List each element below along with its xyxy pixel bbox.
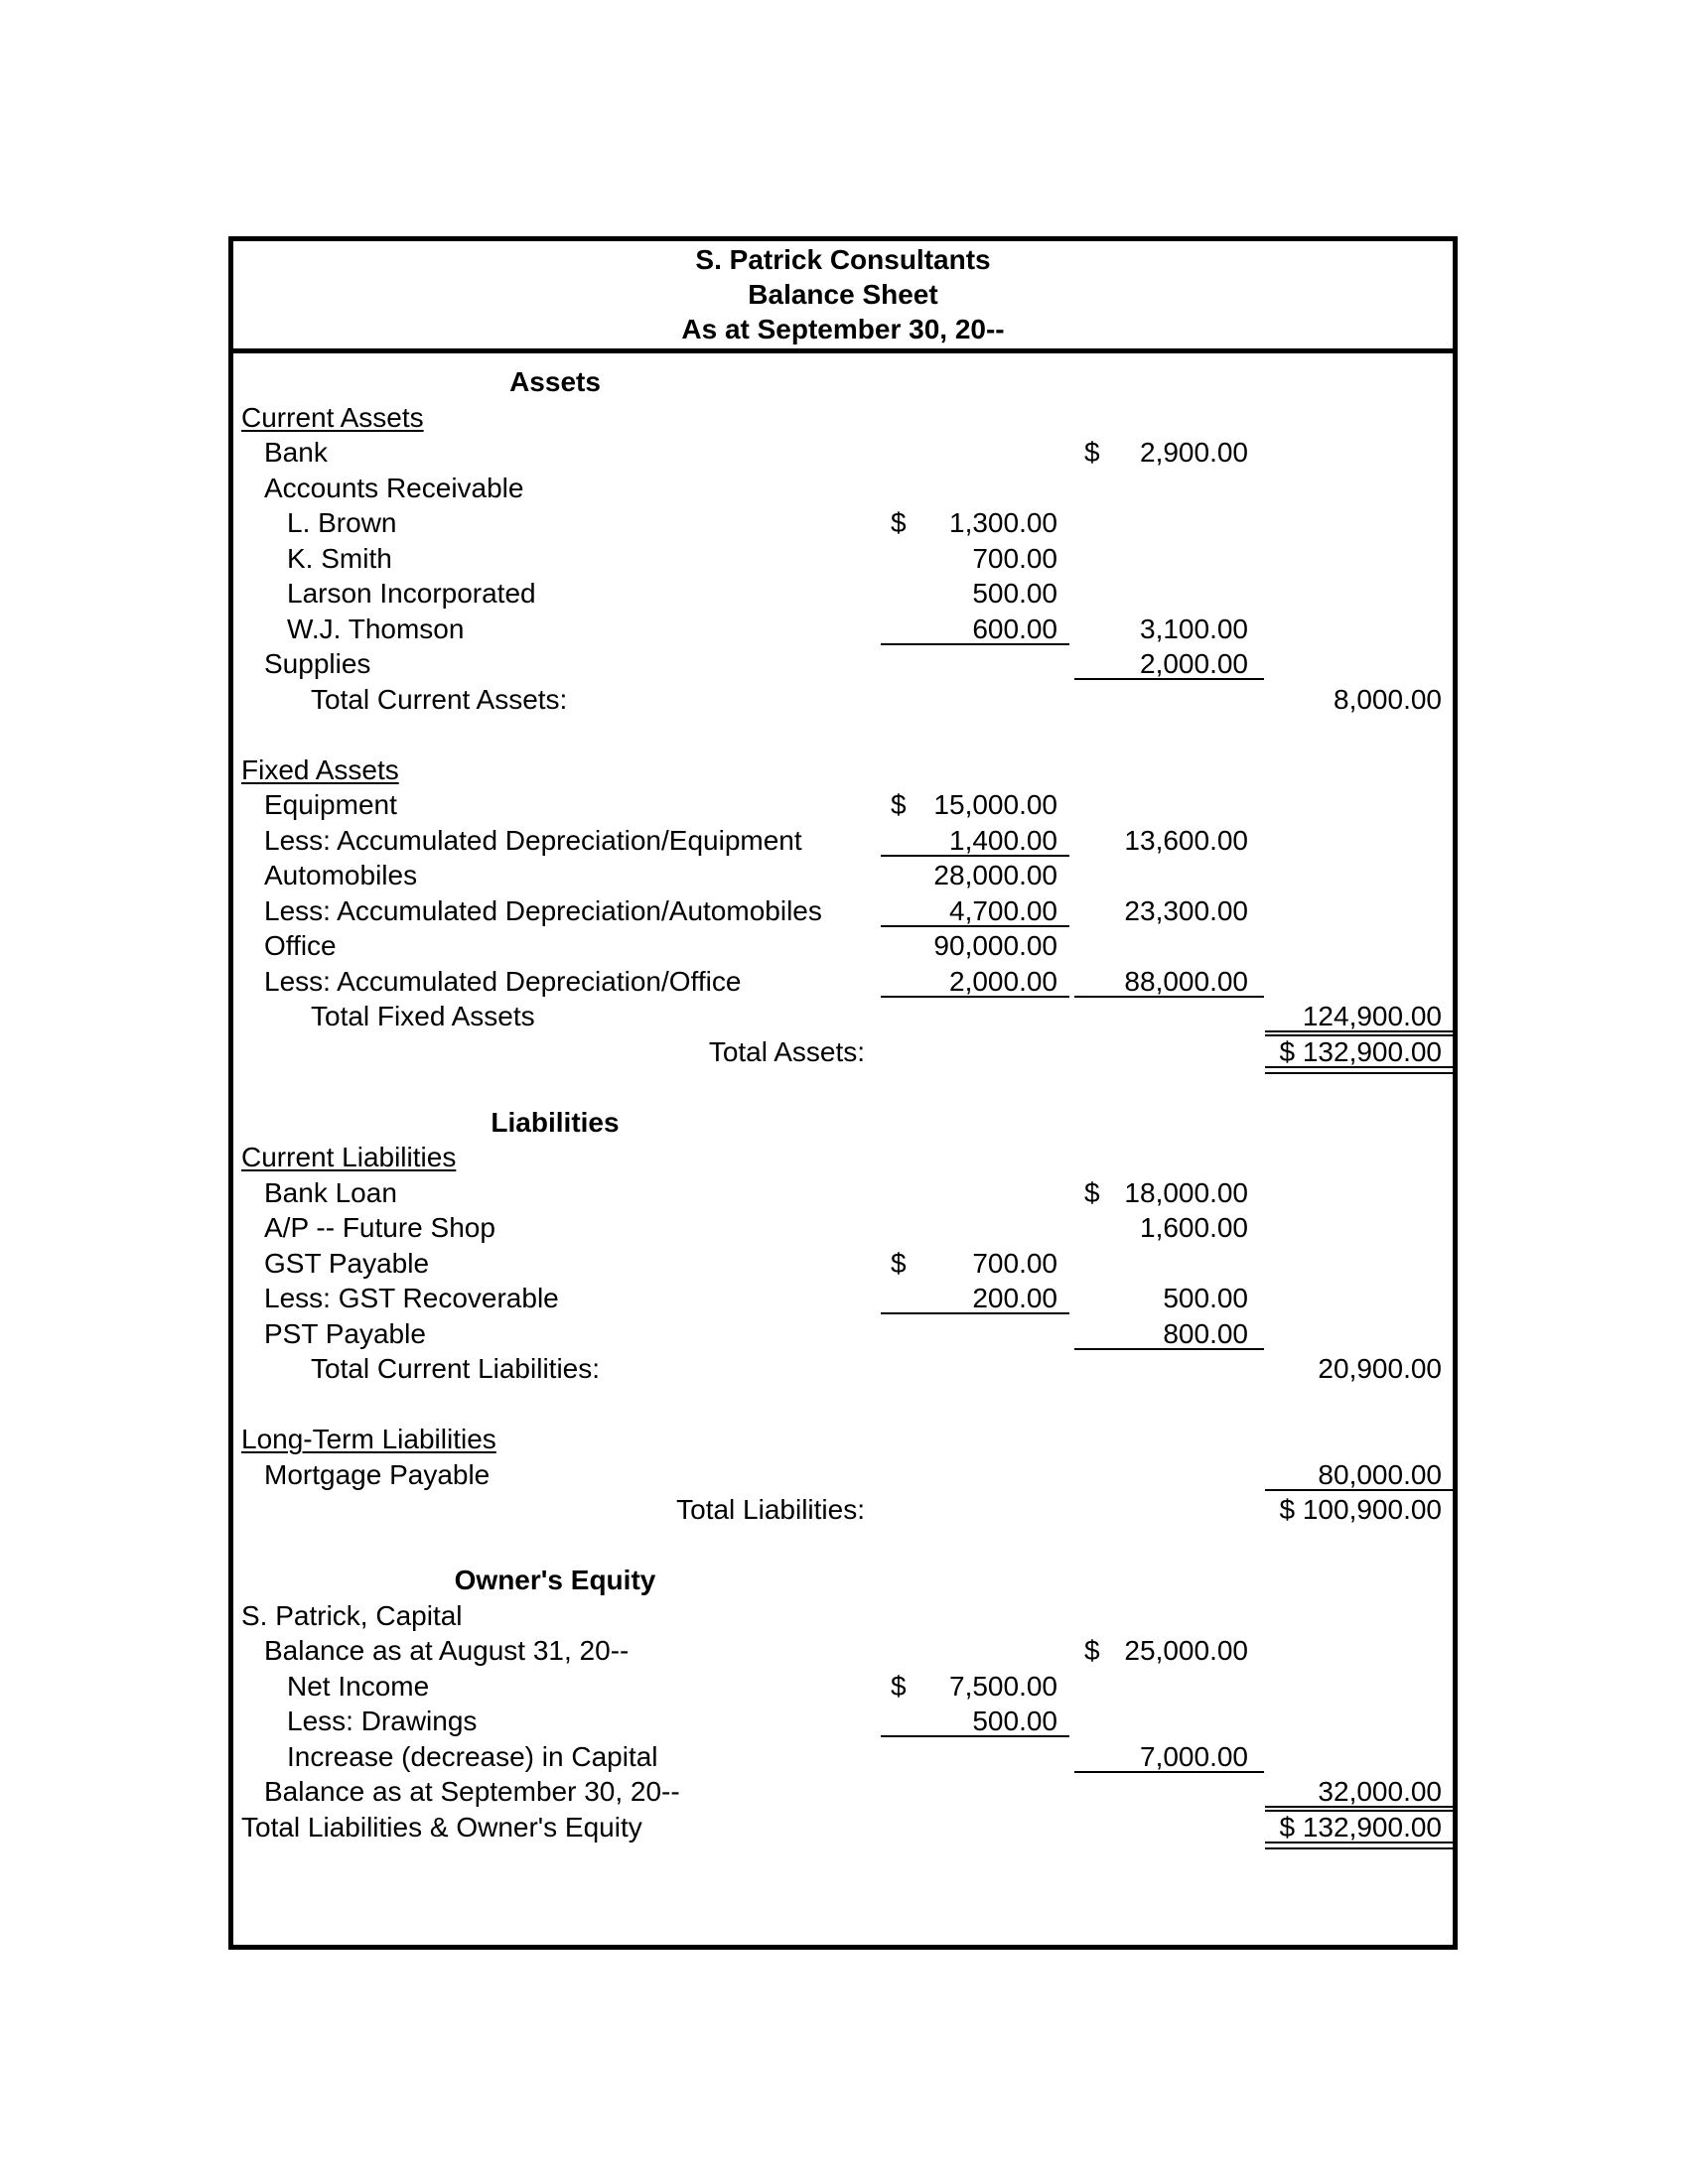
line-item-label: GST Payable — [264, 1247, 430, 1279]
line-item-label: Less: GST Recoverable — [264, 1283, 559, 1313]
line-item-label: W.J. Thomson — [287, 613, 465, 644]
statement-row — [233, 717, 1453, 752]
statement-row — [233, 1281, 1453, 1316]
line-item-label: Bank Loan — [264, 1176, 397, 1208]
statement-row — [233, 1563, 1453, 1598]
amount-c2: 23,300.00 — [1124, 894, 1248, 926]
amount-c1: 500.00 — [972, 1706, 1057, 1736]
amount-c3: 80,000.00 — [1318, 1458, 1442, 1490]
statement-row — [233, 471, 1453, 506]
statement-row — [233, 752, 1453, 788]
statement-row — [233, 1351, 1453, 1387]
total-label: Total Assets: — [708, 1035, 865, 1067]
underline-rule — [1265, 1489, 1458, 1491]
statement-row — [233, 787, 1453, 823]
line-item-label: Total Fixed Assets — [311, 1001, 535, 1031]
line-item-label: Accounts Receivable — [264, 472, 524, 503]
statement-row — [233, 1669, 1453, 1705]
amount-c1: 2,000.00 — [949, 965, 1057, 997]
underline-rule — [881, 925, 1069, 927]
amount-c3: 124,900.00 — [1302, 1001, 1442, 1031]
statement-row — [233, 541, 1453, 577]
amount-c1: 15,000.00 — [933, 789, 1057, 820]
section-heading: Owner's Equity — [454, 1565, 656, 1595]
statement-row — [233, 364, 1453, 400]
statement-title: Balance Sheet — [748, 279, 938, 310]
statement-row — [233, 400, 1453, 436]
line-item-label: Less: Accumulated Depreciation/Office — [264, 965, 742, 997]
amount-c2: 1,600.00 — [1140, 1212, 1248, 1243]
statement-row — [233, 1492, 1453, 1528]
section-title: Current Assets — [241, 401, 424, 433]
statement-row — [233, 505, 1453, 541]
statement-row — [233, 823, 1453, 859]
title-block — [233, 241, 1453, 353]
statement-row — [233, 682, 1453, 718]
total-label: Total Liabilities: — [676, 1494, 865, 1525]
line-item-label: Equipment — [264, 789, 397, 820]
amount-c2: 3,100.00 — [1140, 613, 1248, 644]
statement-row — [233, 1598, 1453, 1634]
amount-c3: 8,000.00 — [1334, 683, 1442, 715]
line-item-label: Total Liabilities & Owner's Equity — [241, 1811, 642, 1843]
line-item-label: Larson Incorporated — [287, 578, 536, 609]
line-item-label: Less: Accumulated Depreciation/Equipment — [264, 824, 802, 856]
underline-rule — [881, 643, 1069, 645]
line-item-label: Total Current Liabilities: — [311, 1353, 601, 1384]
section-title: Fixed Assets — [241, 753, 399, 785]
line-item-label: Supplies — [264, 648, 371, 679]
amount-c3: 20,900.00 — [1318, 1353, 1442, 1384]
top-rule — [1265, 1810, 1458, 1812]
underline-rule — [881, 1735, 1069, 1737]
statement-row — [233, 646, 1453, 682]
statement-row — [233, 858, 1453, 893]
amount-c2: 13,600.00 — [1124, 824, 1248, 856]
underline-rule — [881, 1312, 1069, 1314]
statement-row — [233, 1774, 1453, 1810]
statement-row — [233, 1316, 1453, 1352]
statement-row — [233, 1175, 1453, 1211]
amount-c2: 7,000.00 — [1140, 1740, 1248, 1772]
underline-rule — [1265, 1806, 1458, 1808]
section-title: Current Liabilities — [241, 1142, 457, 1172]
line-item-label: Increase (decrease) in Capital — [287, 1740, 658, 1772]
line-item-label: L. Brown — [287, 507, 397, 538]
amount-c1: 90,000.00 — [933, 930, 1057, 961]
line-item-label: Balance as at August 31, 20-- — [264, 1635, 630, 1666]
underline-rule — [1074, 1348, 1264, 1350]
currency-symbol: $ — [1084, 1635, 1100, 1666]
amount-c1: 1,400.00 — [949, 824, 1057, 856]
statement-row — [233, 1387, 1453, 1423]
section-heading: Liabilities — [491, 1106, 620, 1138]
line-item-label: Mortgage Payable — [264, 1458, 491, 1490]
statement-row — [233, 1739, 1453, 1775]
amount-c3: $ 132,900.00 — [1279, 1811, 1442, 1843]
line-item-label: Bank — [264, 437, 328, 468]
statement-row — [233, 1069, 1453, 1105]
line-item-label: Less: Drawings — [287, 1706, 478, 1736]
amount-c3: $ 132,900.00 — [1279, 1035, 1442, 1067]
line-item-label: Office — [264, 930, 337, 961]
currency-symbol: $ — [891, 1670, 907, 1702]
amount-c1: 1,300.00 — [949, 507, 1057, 538]
underline-rule — [1265, 1030, 1458, 1032]
amount-c1: 500.00 — [972, 578, 1057, 609]
amount-c1: 28,000.00 — [933, 860, 1057, 890]
line-item-label: A/P -- Future Shop — [264, 1212, 495, 1243]
statement-row — [233, 1140, 1453, 1175]
amount-c2: 800.00 — [1163, 1317, 1248, 1349]
amount-c2: 25,000.00 — [1124, 1635, 1248, 1666]
underline-rule — [881, 855, 1069, 857]
statement-row — [233, 1210, 1453, 1246]
underline-rule — [881, 996, 1069, 998]
underline-rule — [1074, 996, 1264, 998]
amount-c2: 2,900.00 — [1140, 437, 1248, 468]
company-name: S. Patrick Consultants — [695, 244, 991, 275]
statement-row — [233, 964, 1453, 1000]
balance-sheet — [228, 236, 1458, 1950]
section-heading: Assets — [509, 366, 601, 397]
currency-symbol: $ — [1084, 437, 1100, 468]
amount-c3: 32,000.00 — [1318, 1776, 1442, 1807]
statement-row — [233, 1633, 1453, 1669]
amount-c1: 7,500.00 — [949, 1670, 1057, 1702]
amount-c1: 700.00 — [972, 542, 1057, 574]
amount-c2: 18,000.00 — [1124, 1176, 1248, 1208]
line-item-label: PST Payable — [264, 1317, 426, 1349]
statement-row — [233, 1422, 1453, 1457]
amount-c2: 88,000.00 — [1124, 965, 1248, 997]
statement-row — [233, 1246, 1453, 1282]
underline-rule — [1074, 1771, 1264, 1773]
amount-c1: 4,700.00 — [949, 894, 1057, 926]
statement-row — [233, 999, 1453, 1034]
line-item-label: Total Current Assets: — [311, 683, 568, 715]
statement-row — [233, 928, 1453, 964]
line-item-label: Net Income — [287, 1670, 430, 1702]
line-item-label: Automobiles — [264, 860, 418, 890]
currency-symbol: $ — [891, 1247, 907, 1279]
currency-symbol: $ — [891, 507, 907, 538]
amount-c1: 600.00 — [972, 613, 1057, 644]
statement-row — [233, 435, 1453, 471]
line-item-label: S. Patrick, Capital — [241, 1599, 463, 1631]
currency-symbol: $ — [891, 789, 907, 820]
statement-row — [233, 1457, 1453, 1493]
underline-rule — [1074, 678, 1264, 680]
amount-c1: 700.00 — [972, 1247, 1057, 1279]
statement-row — [233, 1528, 1453, 1564]
amount-c2: 500.00 — [1163, 1283, 1248, 1313]
amount-c2: 2,000.00 — [1140, 648, 1248, 679]
line-item-label: Balance as at September 30, 20-- — [264, 1776, 680, 1807]
statement-row — [233, 1704, 1453, 1739]
statement-row — [233, 1810, 1453, 1845]
double-underline — [1265, 1842, 1458, 1849]
amount-c1: 200.00 — [972, 1283, 1057, 1313]
statement-row — [233, 1034, 1453, 1070]
amount-c3: $ 100,900.00 — [1279, 1494, 1442, 1525]
section-title: Long-Term Liabilities — [241, 1424, 496, 1454]
statement-row — [233, 612, 1453, 647]
statement-row — [233, 893, 1453, 929]
statement-row — [233, 1105, 1453, 1141]
currency-symbol: $ — [1084, 1176, 1100, 1208]
statement-date: As at September 30, 20-- — [681, 314, 1005, 344]
statement-row — [233, 576, 1453, 612]
top-rule — [1265, 1034, 1458, 1036]
line-item-label: K. Smith — [287, 542, 392, 574]
line-item-label: Less: Accumulated Depreciation/Automobiles — [264, 894, 822, 926]
